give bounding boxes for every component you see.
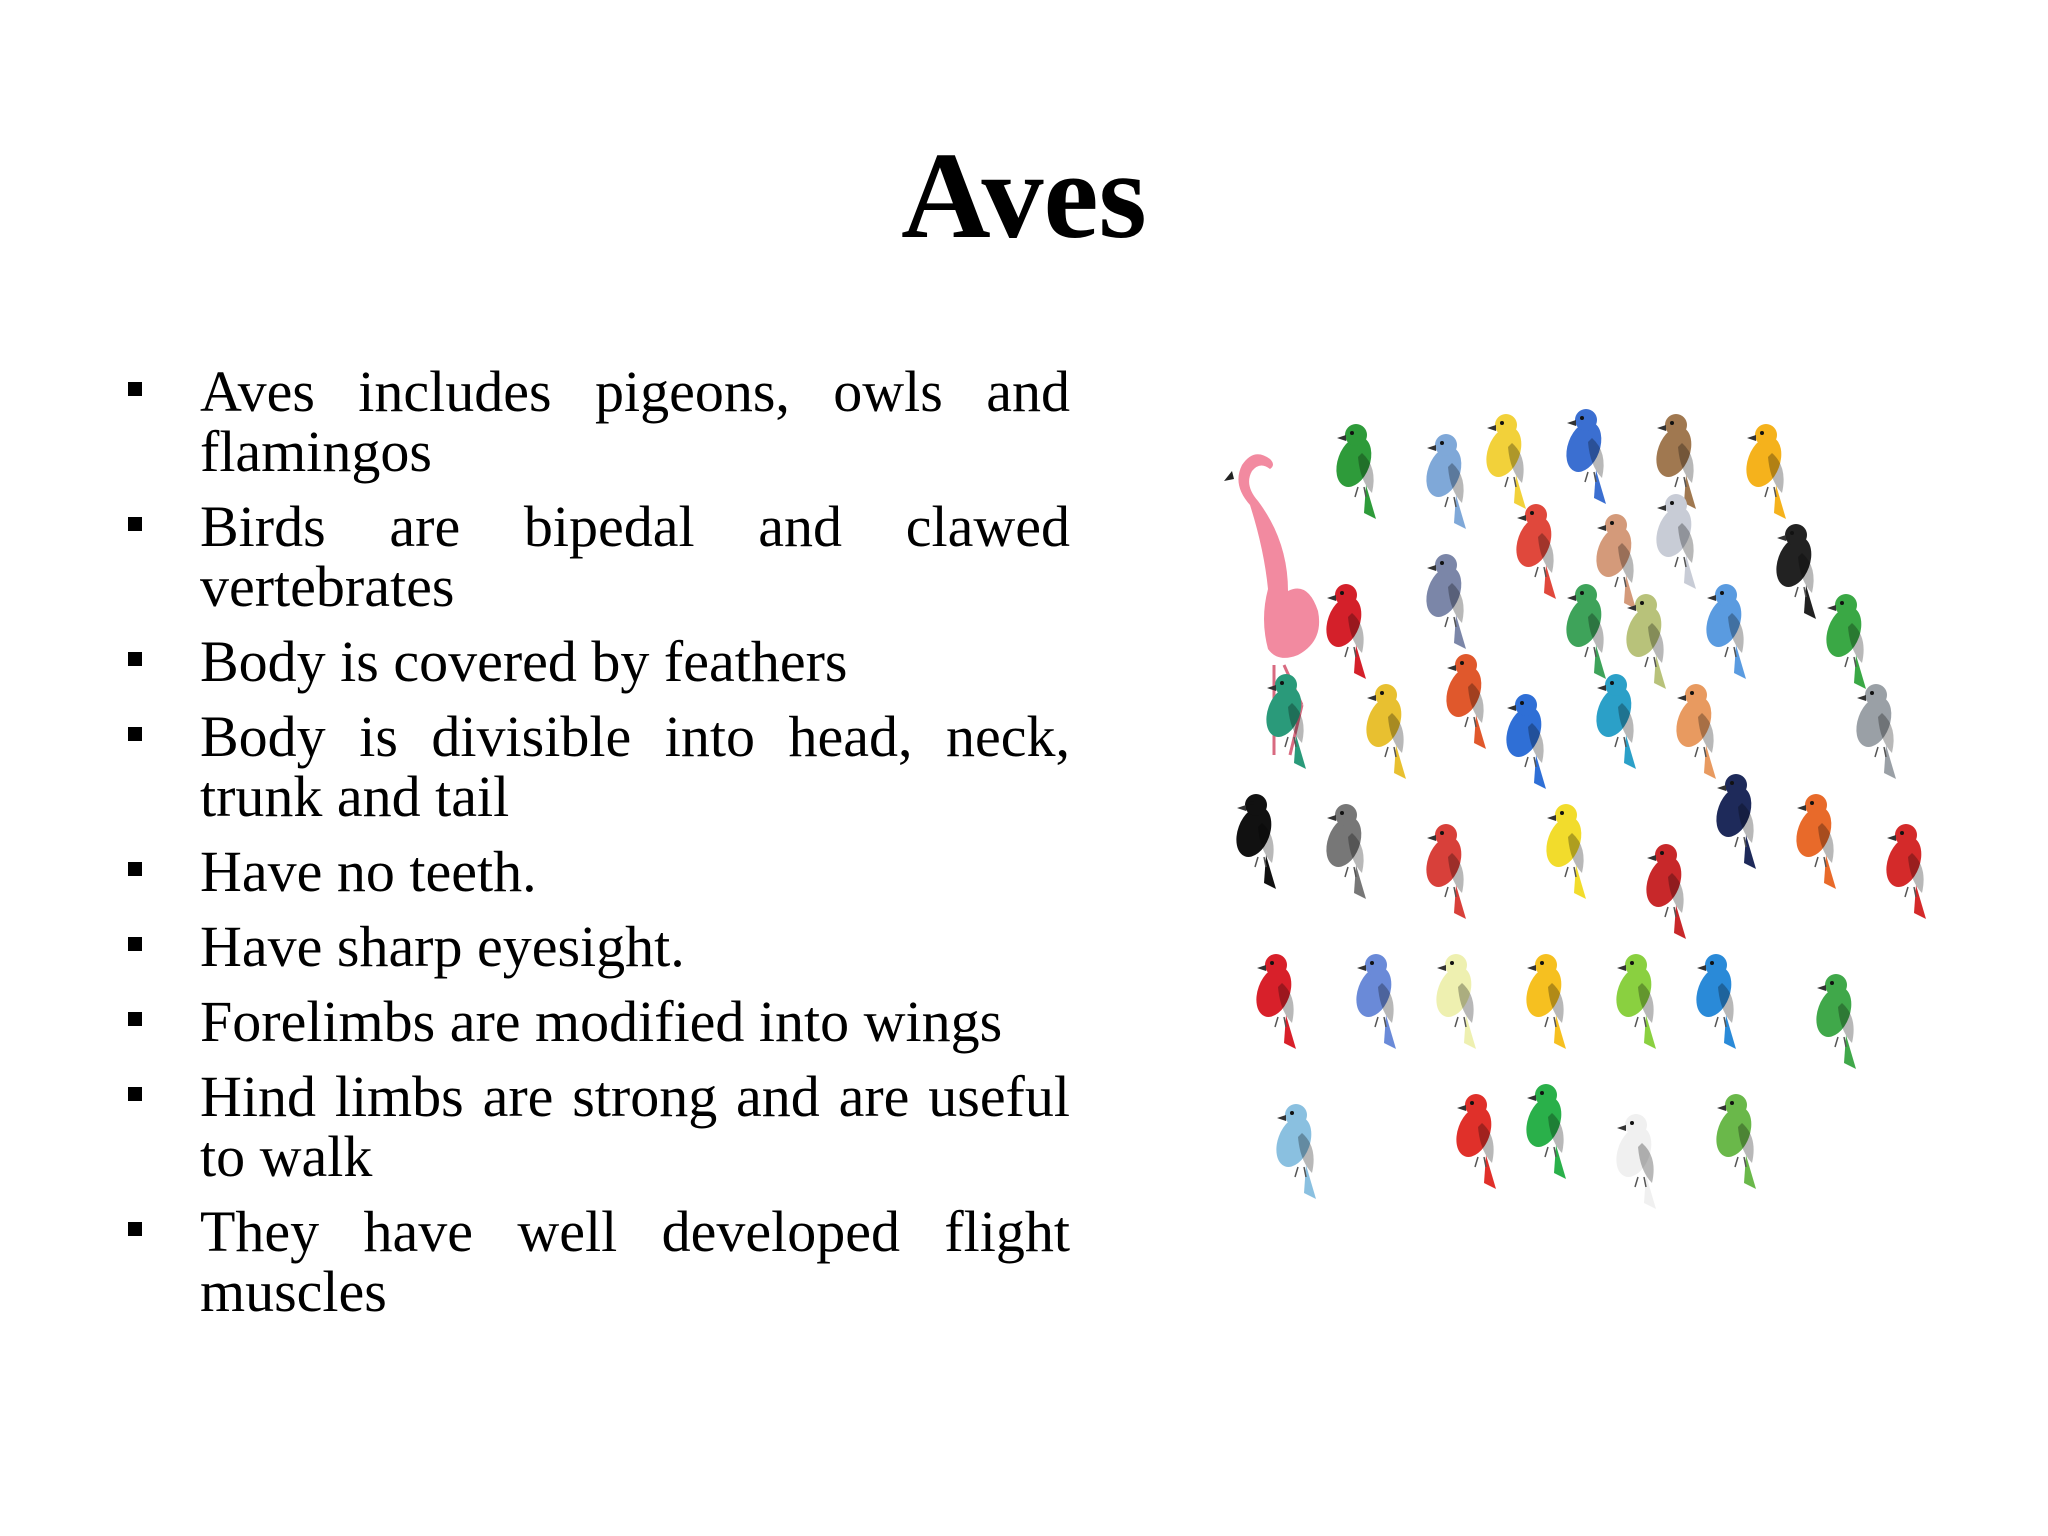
square-bullet-icon [128, 727, 142, 741]
bird-icon [1560, 409, 1608, 504]
bird-icon [1480, 414, 1528, 509]
square-bullet-icon [128, 382, 142, 396]
bird-icon [1740, 424, 1788, 519]
bird-icon [1360, 684, 1408, 779]
bird-icon [1320, 804, 1368, 899]
bird-icon [1850, 684, 1898, 779]
bullet-text: Birds are bipedal and clawed vertebrates [200, 494, 1070, 619]
bird-icon [1260, 674, 1308, 769]
bird-icon [1820, 594, 1868, 689]
bullet-text: Aves includes pigeons, owls and flamingos [200, 359, 1070, 484]
birds-illustration-svg [1210, 375, 1990, 1375]
bullet-item [120, 359, 1070, 484]
bird-icon [1270, 1104, 1318, 1199]
square-bullet-icon [128, 1087, 142, 1101]
bullet-item [120, 989, 1070, 1054]
bullet-text: Have no teeth. [200, 839, 537, 904]
bird-icon [1540, 804, 1588, 899]
bullet-text: Body is divisible into head, neck, trunk and tail [200, 704, 1070, 829]
bullet-list [120, 359, 1070, 1337]
bird-icon [1620, 594, 1668, 689]
bullet-item [120, 494, 1070, 619]
square-bullet-icon [128, 517, 142, 531]
bird-icon [1520, 954, 1568, 1049]
bird-icon [1770, 524, 1818, 619]
bird-icon [1430, 954, 1478, 1049]
bird-icon [1710, 1094, 1758, 1189]
bird-icon [1350, 954, 1398, 1049]
bullet-item [120, 914, 1070, 979]
bird-icon [1810, 974, 1858, 1069]
bullet-text: Have sharp eyesight. [200, 914, 685, 979]
square-bullet-icon [128, 862, 142, 876]
bird-icon [1330, 424, 1378, 519]
bird-icon [1420, 554, 1468, 649]
square-bullet-icon [128, 1012, 142, 1026]
bullet-item [120, 1064, 1070, 1189]
bird-icon [1790, 794, 1838, 889]
bird-icon [1880, 824, 1928, 919]
bullet-text: Forelimbs are modified into wings [200, 989, 1003, 1054]
bullet-text: They have well developed flight muscles [200, 1199, 1070, 1324]
square-bullet-icon [128, 1222, 142, 1236]
bullet-item [120, 629, 1070, 694]
bird-icon [1590, 674, 1638, 769]
bullet-text: Hind limbs are strong and are useful to walk [200, 1064, 1070, 1189]
slide-title: Aves [901, 127, 1147, 264]
bird-icon [1690, 954, 1738, 1049]
bird-icon [1710, 774, 1758, 869]
bird-icon [1510, 504, 1558, 599]
square-bullet-icon [128, 652, 142, 666]
bird-icon [1610, 954, 1658, 1049]
bullet-text: Body is covered by feathers [200, 629, 848, 694]
bird-icon [1420, 824, 1468, 919]
square-bullet-icon [128, 937, 142, 951]
bird-icon [1320, 584, 1368, 679]
bullet-item [120, 704, 1070, 829]
bird-icon [1590, 514, 1638, 609]
bird-icon [1650, 494, 1698, 589]
bullet-item [120, 839, 1070, 904]
bird-icon [1560, 584, 1608, 679]
bird-icon [1450, 1094, 1498, 1189]
bird-icon [1670, 684, 1718, 779]
bird-icon [1610, 1114, 1658, 1209]
birds-illustration [1210, 375, 1990, 1375]
bird-icon [1700, 584, 1748, 679]
bullet-item [120, 1199, 1070, 1324]
bird-icon [1440, 654, 1488, 749]
bird-icon [1420, 434, 1468, 529]
bird-icon [1520, 1084, 1568, 1179]
bird-icon [1250, 954, 1298, 1049]
bird-icon [1230, 794, 1278, 889]
bird-icon [1640, 844, 1688, 939]
bird-icon [1500, 694, 1548, 789]
